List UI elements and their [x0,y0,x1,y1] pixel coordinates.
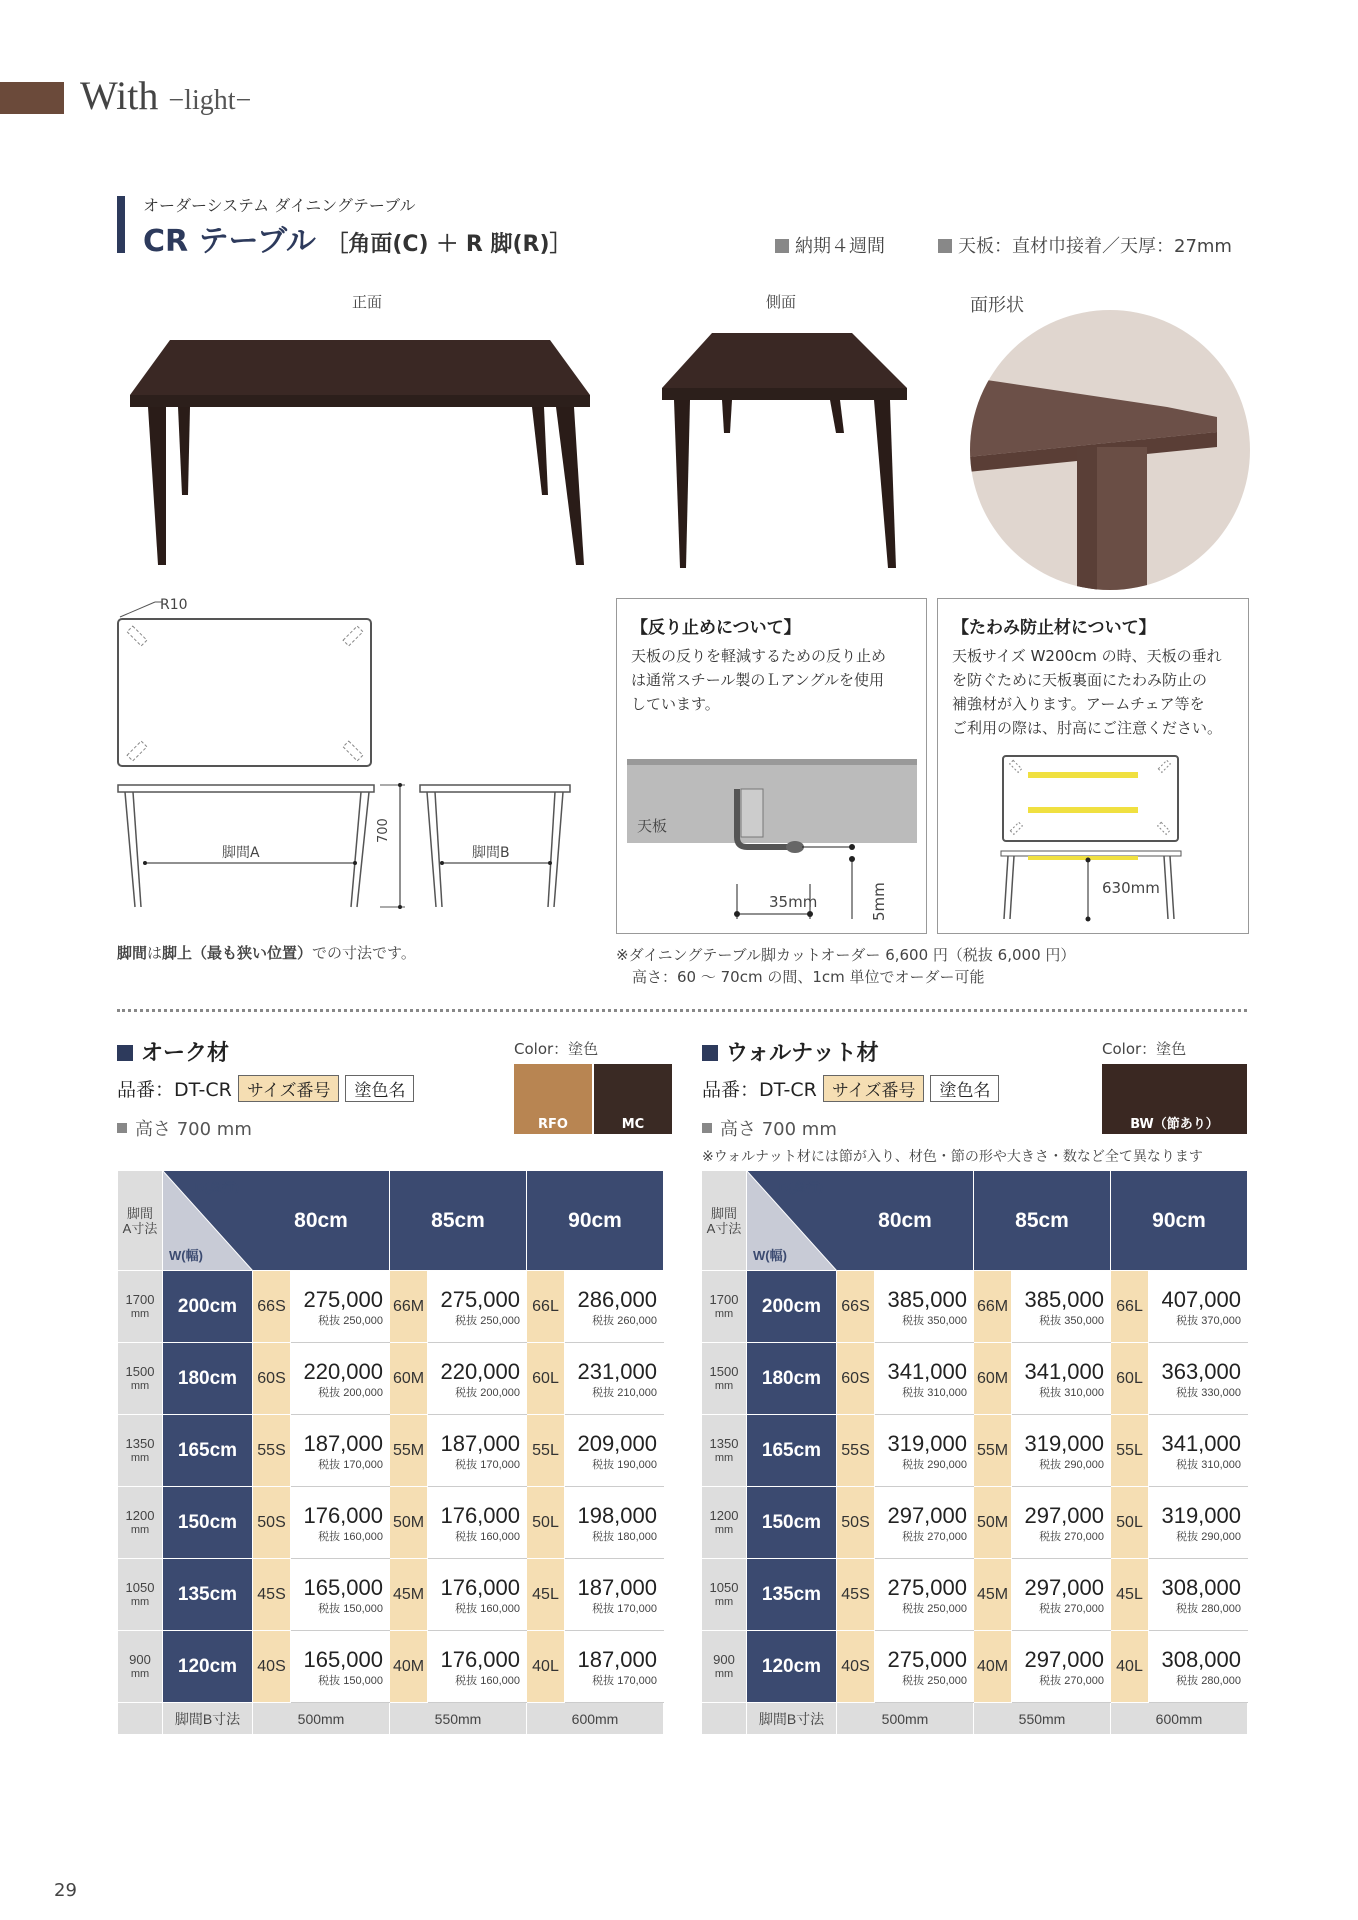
price-cell [875,1343,974,1415]
oak-height: 高さ 700 mm [117,1115,252,1141]
square-bullet-icon [775,239,789,253]
reinforcement-diagram [998,751,1188,926]
edge-closeup-illustration [967,307,1253,593]
price-cell [291,1559,390,1631]
price-cell [565,1343,664,1415]
depth-header: 85cm [974,1171,1111,1271]
price-cell [565,1631,664,1703]
width-value: 165cm [747,1415,837,1487]
depth-header: 80cm [837,1171,974,1271]
price-excl-tax: 税抜 170,000 [592,1674,657,1687]
price-cell [291,1631,390,1703]
price-excl-tax: 税抜 310,000 [1039,1386,1104,1399]
sag-box-title: 【たわみ防止材について】 [952,618,1156,638]
price-cell [1149,1415,1248,1487]
price: 176,000 [440,1574,520,1600]
leg-b-value: 500mm [837,1703,974,1735]
price-excl-tax: 税抜 150,000 [318,1674,383,1687]
square-bullet-icon [117,1045,133,1061]
price-cell [875,1487,974,1559]
size-code: 60L [527,1343,565,1415]
leg-a-header: 脚間 A寸法 [702,1171,747,1271]
price: 308,000 [1161,1574,1241,1600]
leg-b-header: 脚間B寸法 [163,1703,253,1735]
width-value: 135cm [747,1559,837,1631]
price: 209,000 [577,1430,657,1456]
width-value: 150cm [163,1487,253,1559]
side-view-illustration [662,333,912,581]
price: 220,000 [440,1358,520,1384]
depth-header: 90cm [527,1171,664,1271]
price: 319,000 [887,1430,967,1456]
dim-5mm-label: 5mm [870,882,888,921]
square-bullet-icon [702,1123,712,1133]
table-row [118,1415,664,1487]
size-code: 45M [974,1559,1012,1631]
size-code: 55L [1111,1415,1149,1487]
leg-a-value: 900 mm [702,1631,747,1703]
oak-price-table [117,1170,664,1735]
size-code: 40L [1111,1631,1149,1703]
price: 363,000 [1161,1358,1241,1384]
price-excl-tax: 税抜 270,000 [902,1530,967,1543]
table-row [702,1631,1248,1703]
price-cell [291,1487,390,1559]
price: 407,000 [1161,1286,1241,1312]
spec-top: 天板：直材巾接着／天厚：27mm [938,232,1232,258]
dim-35mm-label: 35mm [769,893,818,911]
depth-header: 80cm [253,1171,390,1271]
price-cell [1149,1487,1248,1559]
price-cell [1149,1271,1248,1343]
price-excl-tax: 税抜 170,000 [318,1458,383,1471]
front-view-label: 正面 [352,293,383,311]
price-excl-tax: 税抜 270,000 [1039,1674,1104,1687]
price-cell [291,1271,390,1343]
leg-a-value: 1500 mm [118,1343,163,1415]
price: 275,000 [303,1286,383,1312]
price: 176,000 [440,1646,520,1672]
spec-delivery: 納期４週間 [775,232,885,258]
walnut-section-title: ウォルナット材 [702,1036,879,1067]
price: 385,000 [887,1286,967,1312]
price-excl-tax: 税抜 280,000 [1176,1674,1241,1687]
price-excl-tax: 税抜 250,000 [318,1314,383,1327]
size-code: 66L [1111,1271,1149,1343]
price-excl-tax: 税抜 250,000 [455,1314,520,1327]
price-excl-tax: 税抜 260,000 [592,1314,657,1327]
leg-b-value: 600mm [1111,1703,1248,1735]
size-code: 66M [390,1271,428,1343]
price-cell [291,1415,390,1487]
price: 165,000 [303,1574,383,1600]
tenban-label: 天板 [637,817,668,835]
size-code: 66S [253,1271,291,1343]
price-cell [1149,1631,1248,1703]
price-excl-tax: 税抜 160,000 [318,1530,383,1543]
cut-order-note-line1: ※ダイニングテーブル脚カットオーダー 6,600 円（税抜 6,000 円） [616,946,1076,964]
leg-a-value: 1200 mm [118,1487,163,1559]
leg-a-value: 1500 mm [702,1343,747,1415]
width-value: 200cm [163,1271,253,1343]
square-bullet-icon [702,1045,718,1061]
brand-bar [0,82,64,114]
price: 297,000 [1024,1574,1104,1600]
size-code: 55M [974,1415,1012,1487]
price-cell [875,1559,974,1631]
price: 176,000 [303,1502,383,1528]
price-excl-tax: 税抜 290,000 [1039,1458,1104,1471]
size-code: 55S [837,1415,875,1487]
leg-a-header: 脚間 A寸法 [118,1171,163,1271]
price-cell [428,1271,527,1343]
price: 385,000 [1024,1286,1104,1312]
leg-b-label: 脚間B [472,845,510,861]
price-excl-tax: 税抜 250,000 [902,1602,967,1615]
size-code: 40S [253,1631,291,1703]
price: 297,000 [1024,1502,1104,1528]
size-code: 60S [253,1343,291,1415]
warp-prevention-box [616,598,927,934]
price-excl-tax: 税抜 170,000 [455,1458,520,1471]
price-excl-tax: 税抜 160,000 [455,1530,520,1543]
square-bullet-icon [117,1123,127,1133]
price-cell [291,1343,390,1415]
price-excl-tax: 税抜 310,000 [902,1386,967,1399]
price-cell [1012,1559,1111,1631]
depth-header: 85cm [390,1171,527,1271]
price-excl-tax: 税抜 290,000 [902,1458,967,1471]
price-excl-tax: 税抜 370,000 [1176,1314,1241,1327]
size-code: 60M [390,1343,428,1415]
size-code: 60M [974,1343,1012,1415]
price-excl-tax: 税抜 150,000 [318,1602,383,1615]
price-cell [428,1415,527,1487]
price: 187,000 [440,1430,520,1456]
oak-section-title: オーク材 [117,1036,229,1067]
price-excl-tax: 税抜 250,000 [902,1674,967,1687]
table-row [702,1343,1248,1415]
price: 275,000 [887,1574,967,1600]
width-value: 150cm [747,1487,837,1559]
table-row [118,1631,664,1703]
size-code: 66L [527,1271,565,1343]
page-number: 29 [54,1880,77,1901]
price-cell [875,1631,974,1703]
table-row [118,1271,664,1343]
width-value: 120cm [747,1631,837,1703]
size-code: 60L [1111,1343,1149,1415]
size-code: 50S [837,1487,875,1559]
width-value: 135cm [163,1559,253,1631]
price-cell [1149,1343,1248,1415]
price: 319,000 [1024,1430,1104,1456]
side-view-label: 側面 [766,293,797,311]
size-code: 40M [974,1631,1012,1703]
edge-view-label: 面形状 [970,295,1024,316]
leg-b-header: 脚間B寸法 [747,1703,837,1735]
section-divider [117,1009,1247,1012]
size-code: 55S [253,1415,291,1487]
price-cell [428,1631,527,1703]
size-code: 66S [837,1271,875,1343]
leg-b-value: 550mm [390,1703,527,1735]
size-code: 45L [1111,1559,1149,1631]
swatch-bw: BW（節あり） [1102,1064,1247,1134]
price-cell [1012,1415,1111,1487]
size-code: 66M [974,1271,1012,1343]
table-row [702,1271,1248,1343]
swatch-mc: MC [594,1064,672,1134]
brand-title: With −light− [80,73,252,118]
size-code: 50L [1111,1487,1149,1559]
width-axis-label: W(幅) [753,1248,787,1263]
warp-box-body: 天板の反りを軽減するための反り止め は通常スチール製のＬアングルを使用 しています。 [631,647,887,713]
table-row [118,1559,664,1631]
leg-a-value: 900 mm [118,1631,163,1703]
price: 187,000 [577,1646,657,1672]
width-value: 180cm [747,1343,837,1415]
price-excl-tax: 税抜 310,000 [1176,1458,1241,1471]
height-700-label: 700 [376,818,391,843]
size-code: 50M [974,1487,1012,1559]
price-cell [1012,1343,1111,1415]
price-excl-tax: 税抜 270,000 [1039,1602,1104,1615]
size-code: 40L [527,1631,565,1703]
walnut-height: 高さ 700 mm [702,1115,837,1141]
size-code: 55L [527,1415,565,1487]
plan-diagram [115,597,415,917]
square-bullet-icon [938,239,952,253]
price: 297,000 [1024,1646,1104,1672]
price-excl-tax: 税抜 210,000 [592,1386,657,1399]
price: 275,000 [887,1646,967,1672]
leg-a-value: 1200 mm [702,1487,747,1559]
leg-a-value: 1700 mm [118,1271,163,1343]
price-cell [428,1343,527,1415]
price-cell [875,1415,974,1487]
table-row [118,1487,664,1559]
table-row [702,1415,1248,1487]
size-code: 50M [390,1487,428,1559]
depth-axis-label: D(奥行) [195,1180,240,1195]
price-cell [1012,1631,1111,1703]
leg-b-value: 500mm [253,1703,390,1735]
width-axis-label: W(幅) [169,1248,203,1263]
size-code: 50S [253,1487,291,1559]
price: 176,000 [440,1502,520,1528]
depth-header: 90cm [1111,1171,1248,1271]
r10-label: R10 [160,597,188,613]
price-excl-tax: 税抜 350,000 [1039,1314,1104,1327]
table-row [702,1559,1248,1631]
price: 286,000 [577,1286,657,1312]
price-excl-tax: 税抜 190,000 [592,1458,657,1471]
dw-corner-header [747,1171,837,1271]
price: 187,000 [577,1574,657,1600]
product-subtitle: オーダーシステム ダイニングテーブル [143,196,416,215]
leg-b-value: 600mm [527,1703,664,1735]
size-code: 45S [253,1559,291,1631]
price-excl-tax: 税抜 200,000 [455,1386,520,1399]
walnut-color-label: Color：塗色 [1102,1040,1187,1058]
price-cell [1012,1487,1111,1559]
price-cell [875,1271,974,1343]
size-code: 60S [837,1343,875,1415]
size-code: 45M [390,1559,428,1631]
width-value: 120cm [163,1631,253,1703]
table-row [702,1487,1248,1559]
swatch-rfo: RFO [514,1064,592,1134]
walnut-note: ※ウォルナット材には節が入り、材色・節の形や大きさ・数など全て異なります [702,1149,1203,1165]
price-excl-tax: 税抜 330,000 [1176,1386,1241,1399]
price-cell [565,1271,664,1343]
price-cell [565,1559,664,1631]
front-view-illustration [130,330,600,580]
size-code: 55M [390,1415,428,1487]
walnut-product-code: 品番：DT-CR サイズ番号 塗色名 [702,1075,999,1102]
title-accent-bar [117,196,125,253]
leg-a-value: 1350 mm [118,1415,163,1487]
leg-a-label: 脚間A [222,845,260,861]
size-code: 45L [527,1559,565,1631]
size-code: 40S [837,1631,875,1703]
walnut-price-table [701,1170,1248,1735]
table-row [118,1343,664,1415]
price: 275,000 [440,1286,520,1312]
price-excl-tax: 税抜 180,000 [592,1530,657,1543]
leg-a-value: 1700 mm [702,1271,747,1343]
price-cell [565,1415,664,1487]
price: 341,000 [887,1358,967,1384]
price: 231,000 [577,1358,657,1384]
depth-axis-label: D(奥行) [779,1180,824,1195]
price: 220,000 [303,1358,383,1384]
leg-a-value: 1350 mm [702,1415,747,1487]
price-excl-tax: 税抜 270,000 [1039,1530,1104,1543]
oak-color-label: Color：塗色 [514,1040,599,1058]
cut-order-note-line2: 高さ：60 〜 70cm の間、1cm 単位でオーダー可能 [632,968,985,986]
price-excl-tax: 税抜 200,000 [318,1386,383,1399]
price-excl-tax: 税抜 280,000 [1176,1602,1241,1615]
leg-b-value: 550mm [974,1703,1111,1735]
size-code: 50L [527,1487,565,1559]
price-cell [1149,1559,1248,1631]
price: 297,000 [887,1502,967,1528]
price-excl-tax: 税抜 160,000 [455,1674,520,1687]
price: 165,000 [303,1646,383,1672]
width-value: 165cm [163,1415,253,1487]
dw-corner-header [163,1171,253,1271]
price-excl-tax: 税抜 160,000 [455,1602,520,1615]
leg-a-value: 1050 mm [118,1559,163,1631]
price-excl-tax: 税抜 350,000 [902,1314,967,1327]
width-value: 180cm [163,1343,253,1415]
price: 341,000 [1161,1430,1241,1456]
size-code: 45S [837,1559,875,1631]
leg-a-value: 1050 mm [702,1559,747,1631]
price-cell [428,1487,527,1559]
price: 198,000 [577,1502,657,1528]
size-code: 40M [390,1631,428,1703]
sag-prevention-box [937,598,1249,934]
oak-product-code: 品番：DT-CR サイズ番号 塗色名 [117,1075,414,1102]
product-title: CR テーブル ［角面(C) ＋ R 脚(R)］ [143,224,572,259]
price: 341,000 [1024,1358,1104,1384]
price-cell [428,1559,527,1631]
price-cell [1012,1271,1111,1343]
sag-box-body: 天板サイズ W200cm の時、天板の垂れ を防ぐために天板裏面にたわみ防止の 補強材が入ります。アームチェア等を ご利用の際は、肘高にご注意ください。 [952,647,1223,737]
price-excl-tax: 税抜 170,000 [592,1602,657,1615]
price: 308,000 [1161,1646,1241,1672]
leg-distance-note: 脚間は脚上（最も狭い位置）での寸法です。 [117,944,416,962]
warp-box-title: 【反り止めについて】 [631,618,801,638]
price: 319,000 [1161,1502,1241,1528]
width-value: 200cm [747,1271,837,1343]
price: 187,000 [303,1430,383,1456]
dim-630mm-label: 630mm [1102,879,1160,897]
price-cell [565,1487,664,1559]
price-excl-tax: 税抜 290,000 [1176,1530,1241,1543]
